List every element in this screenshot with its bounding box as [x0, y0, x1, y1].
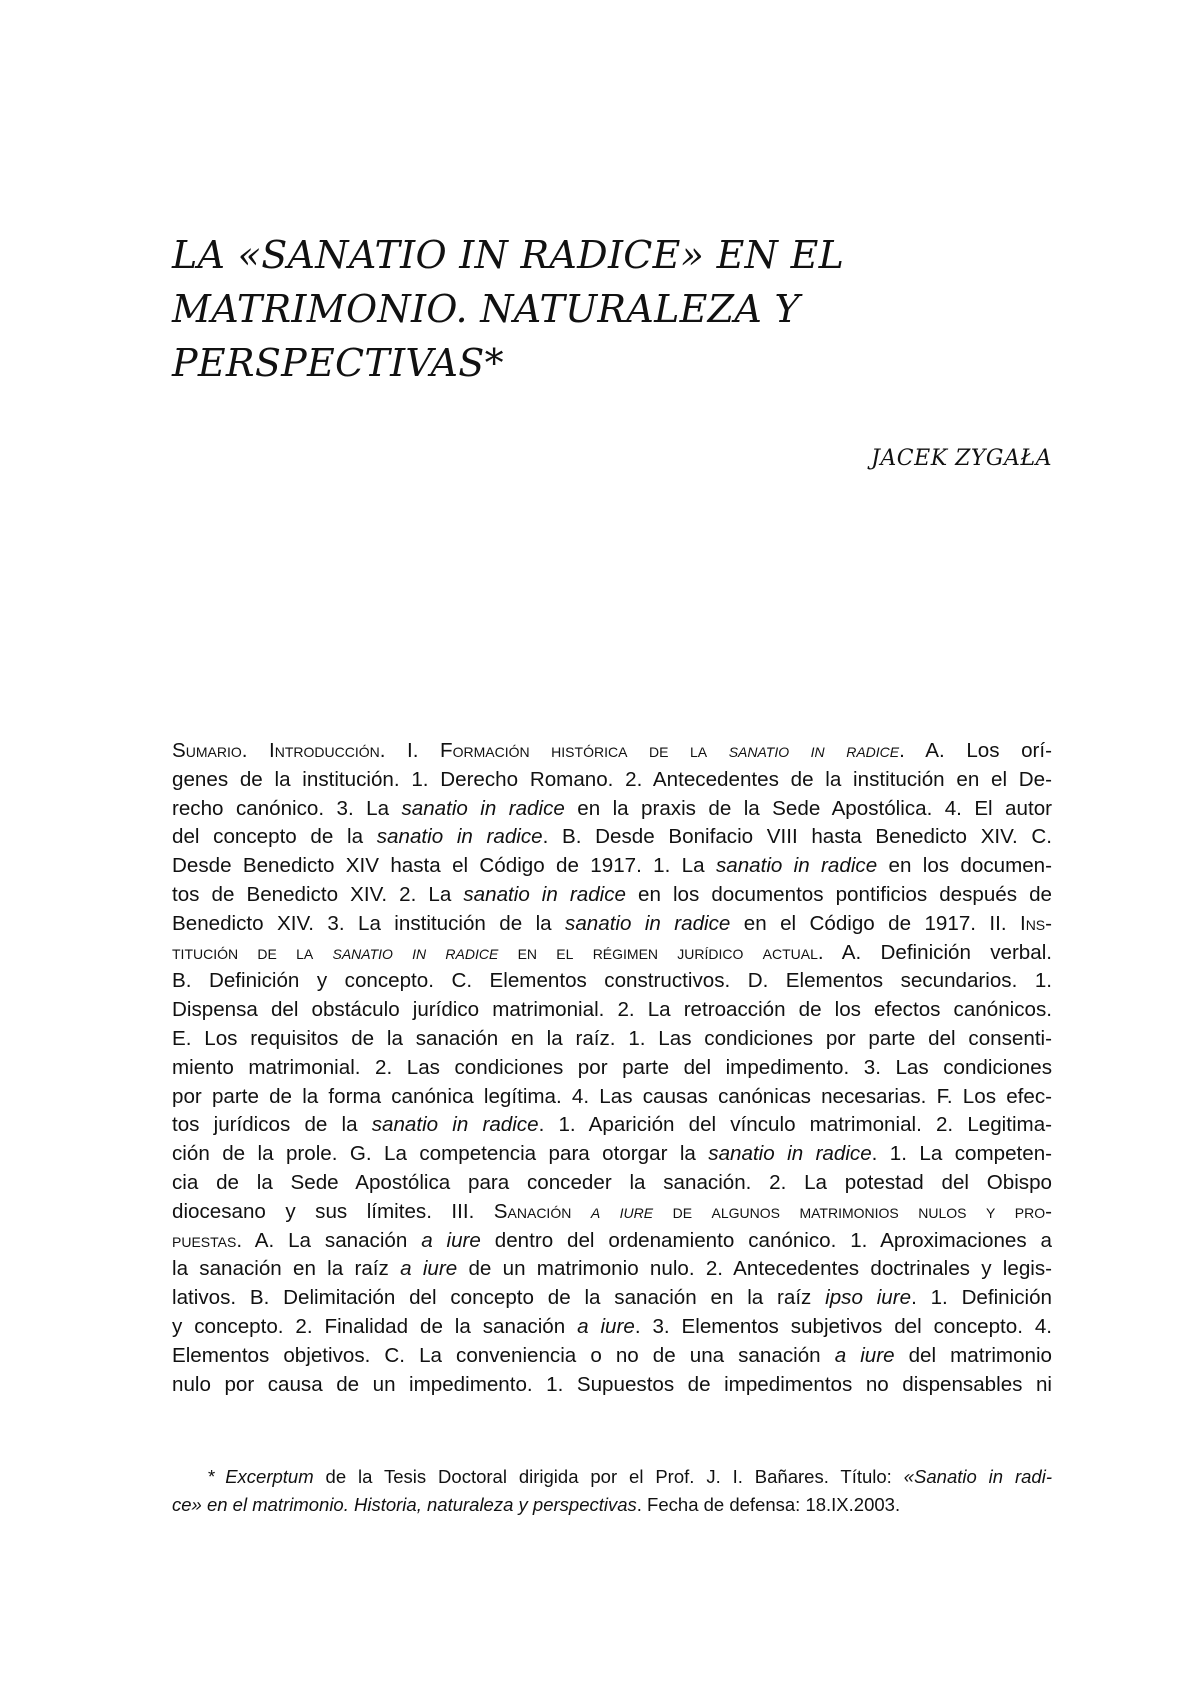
summary-heading-text: en el régimen jurídico actual [498, 940, 818, 964]
article-title-line-1: LA «SANATIO IN RADICE» EN EL [172, 233, 845, 277]
summary-line [172, 1313, 1052, 1342]
summary-line: nulo por causa de un impedimento. 1. Supuestos de impedimentos no dispensables ni [172, 1372, 1052, 1396]
summary-line [172, 1140, 1052, 1169]
summary-text: en los documen- [877, 854, 1052, 878]
summary-text: ción de la prole. G. La competencia para otorgar la [172, 1142, 709, 1166]
summary-heading-text: de algunos matrimonios nulos y pro- [653, 1199, 1052, 1223]
summary-latin-term: sanatio in radice [332, 940, 499, 964]
summary-latin-term: sanatio in radice [371, 1113, 539, 1137]
summary-text: Desde Benedicto XIV hasta el Código de 1917. 1. La [172, 854, 716, 878]
footnote-thesis-title: «Sanatio in radi- [903, 1466, 1052, 1487]
footnote-text: de la Tesis Doctoral dirigida por el Prof. J. I. Bañares. Título: [313, 1466, 904, 1487]
summary-line [172, 881, 1052, 910]
summary-text: del matrimonio [894, 1343, 1053, 1367]
footnote [172, 1463, 1052, 1519]
summary-line [172, 1227, 1052, 1256]
summary-latin-term: sanatio in radice [728, 739, 900, 762]
summary-heading-text: puestas [172, 1228, 237, 1252]
summary-text: Benedicto XIV. 3. La institución de la [172, 911, 566, 935]
summary-text: . 1. Aparición del vínculo matrimonial. 2. Legitima- [538, 1113, 1053, 1137]
summary-text: lativos. B. Delimitación del concepto de la sanación en la raíz [172, 1286, 826, 1310]
summary-line [172, 1342, 1052, 1371]
summary-latin-term: sanatio in radice [376, 825, 543, 849]
summary-line [172, 852, 1052, 881]
summary-paragraph [172, 737, 1052, 1399]
summary-text: tos de Benedicto XIV. 2. La [172, 882, 464, 906]
summary-line: Dispensa del obstáculo jurídico matrimonial. 2. La retroacción de los efectos canónicos. [172, 998, 1052, 1022]
summary-line [172, 939, 1052, 968]
summary-text: . A. La sanación [236, 1228, 422, 1252]
summary-heading-text: Sumario. Introducción. I. Formación histórica de la [172, 739, 729, 762]
summary-text: en la praxis de la Sede Apostólica. 4. El autor [564, 796, 1052, 820]
summary-latin-term: sanatio in radice [715, 854, 878, 878]
summary-line: genes de la institución. 1. Derecho Romano. 2. Antecedentes de la institución en el De- [172, 767, 1052, 791]
summary-text: . B. Desde Bonifacio VIII hasta Benedicto XIV. C. [542, 825, 1052, 849]
footnote-line [172, 1463, 1052, 1491]
summary-heading-text: II. Ins- [989, 911, 1053, 935]
summary-line: cia de la Sede Apostólica para conceder la sanación. 2. La potestad del Obispo [172, 1170, 1052, 1194]
summary-latin-term: a iure [834, 1343, 895, 1367]
summary-line [172, 823, 1052, 852]
summary-line [172, 1284, 1052, 1313]
summary-text: . 3. Elementos subjetivos del concepto. 4. [634, 1314, 1053, 1338]
summary-text: Elementos objetivos. C. La conveniencia o no de una sanación [172, 1343, 835, 1367]
summary-line [172, 1255, 1052, 1284]
summary-text: en el Código de 1917. [730, 911, 990, 935]
footnote-marker: * [208, 1466, 216, 1487]
summary-latin-term: a iure [400, 1257, 458, 1281]
summary-line [172, 1198, 1052, 1227]
summary-line [172, 1111, 1052, 1140]
summary-line [172, 737, 1052, 766]
summary-text: en los documentos pontificios después de [625, 882, 1053, 906]
summary-line: por parte de la forma canónica legítima. 4. Las causas canónicas necesarias. F. Los efec- [172, 1084, 1052, 1108]
summary-text: . A. Definición verbal. [817, 940, 1052, 964]
summary-latin-term: sanatio in radice [463, 882, 626, 906]
article-title [172, 228, 1052, 390]
summary-line: B. Definición y concepto. C. Elementos constructivos. D. Elementos secundarios. 1. [172, 969, 1052, 993]
summary-latin-term: a iure [421, 1228, 481, 1252]
article-title-line-3: PERSPECTIVAS* [172, 341, 504, 385]
summary-text: del concepto de la [172, 825, 377, 849]
summary-latin-term: ipso iure [825, 1286, 912, 1310]
summary-latin-term: sanatio in radice [401, 796, 565, 820]
summary-latin-term: a iure [590, 1199, 654, 1223]
summary-latin-term: sanatio in radice [708, 1142, 872, 1166]
summary-line: miento matrimonial. 2. Las condiciones por parte del impedimento. 3. Las condiciones [172, 1055, 1052, 1079]
summary-text: y concepto. 2. Finalidad de la sanación [172, 1314, 578, 1338]
summary-heading-text: III. Sanación [451, 1199, 591, 1223]
article-title-line-2: MATRIMONIO. NATURALEZA Y [172, 287, 800, 331]
summary-text: dentro del ordenamiento canónico. 1. Aproximaciones a [480, 1228, 1052, 1252]
summary-text: tos jurídicos de la [172, 1113, 372, 1137]
summary-text: diocesano y sus límites. [172, 1199, 452, 1223]
summary-line: E. Los requisitos de la sanación en la raíz. 1. Las condiciones por parte del consenti- [172, 1026, 1052, 1050]
footnote-thesis-title: ce» en el matrimonio. Historia, naturaleza y perspectivas [172, 1494, 637, 1515]
summary-text: . 1. La competen- [871, 1142, 1053, 1166]
summary-heading-text: titución de la [172, 940, 333, 964]
summary-latin-term: sanatio in radice [565, 911, 731, 935]
summary-text: recho canónico. 3. La [172, 796, 402, 820]
summary-text: la sanación en la raíz [172, 1257, 401, 1281]
summary-text: de un matrimonio nulo. 2. Antecedentes doctrinales y legis- [457, 1257, 1053, 1281]
summary-line [172, 795, 1052, 824]
summary-line [172, 910, 1052, 939]
summary-latin-term: a iure [577, 1314, 635, 1338]
footnote-line [172, 1491, 1052, 1519]
footnote-latin-term: Excerptum [225, 1466, 314, 1487]
summary-text: . 1. Definición [911, 1286, 1052, 1310]
footnote-text: . Fecha de defensa: 18.IX.2003. [636, 1494, 901, 1515]
summary-text: . A. Los orí- [899, 739, 1052, 762]
article-author: JACEK ZYGAŁA [871, 446, 1052, 471]
